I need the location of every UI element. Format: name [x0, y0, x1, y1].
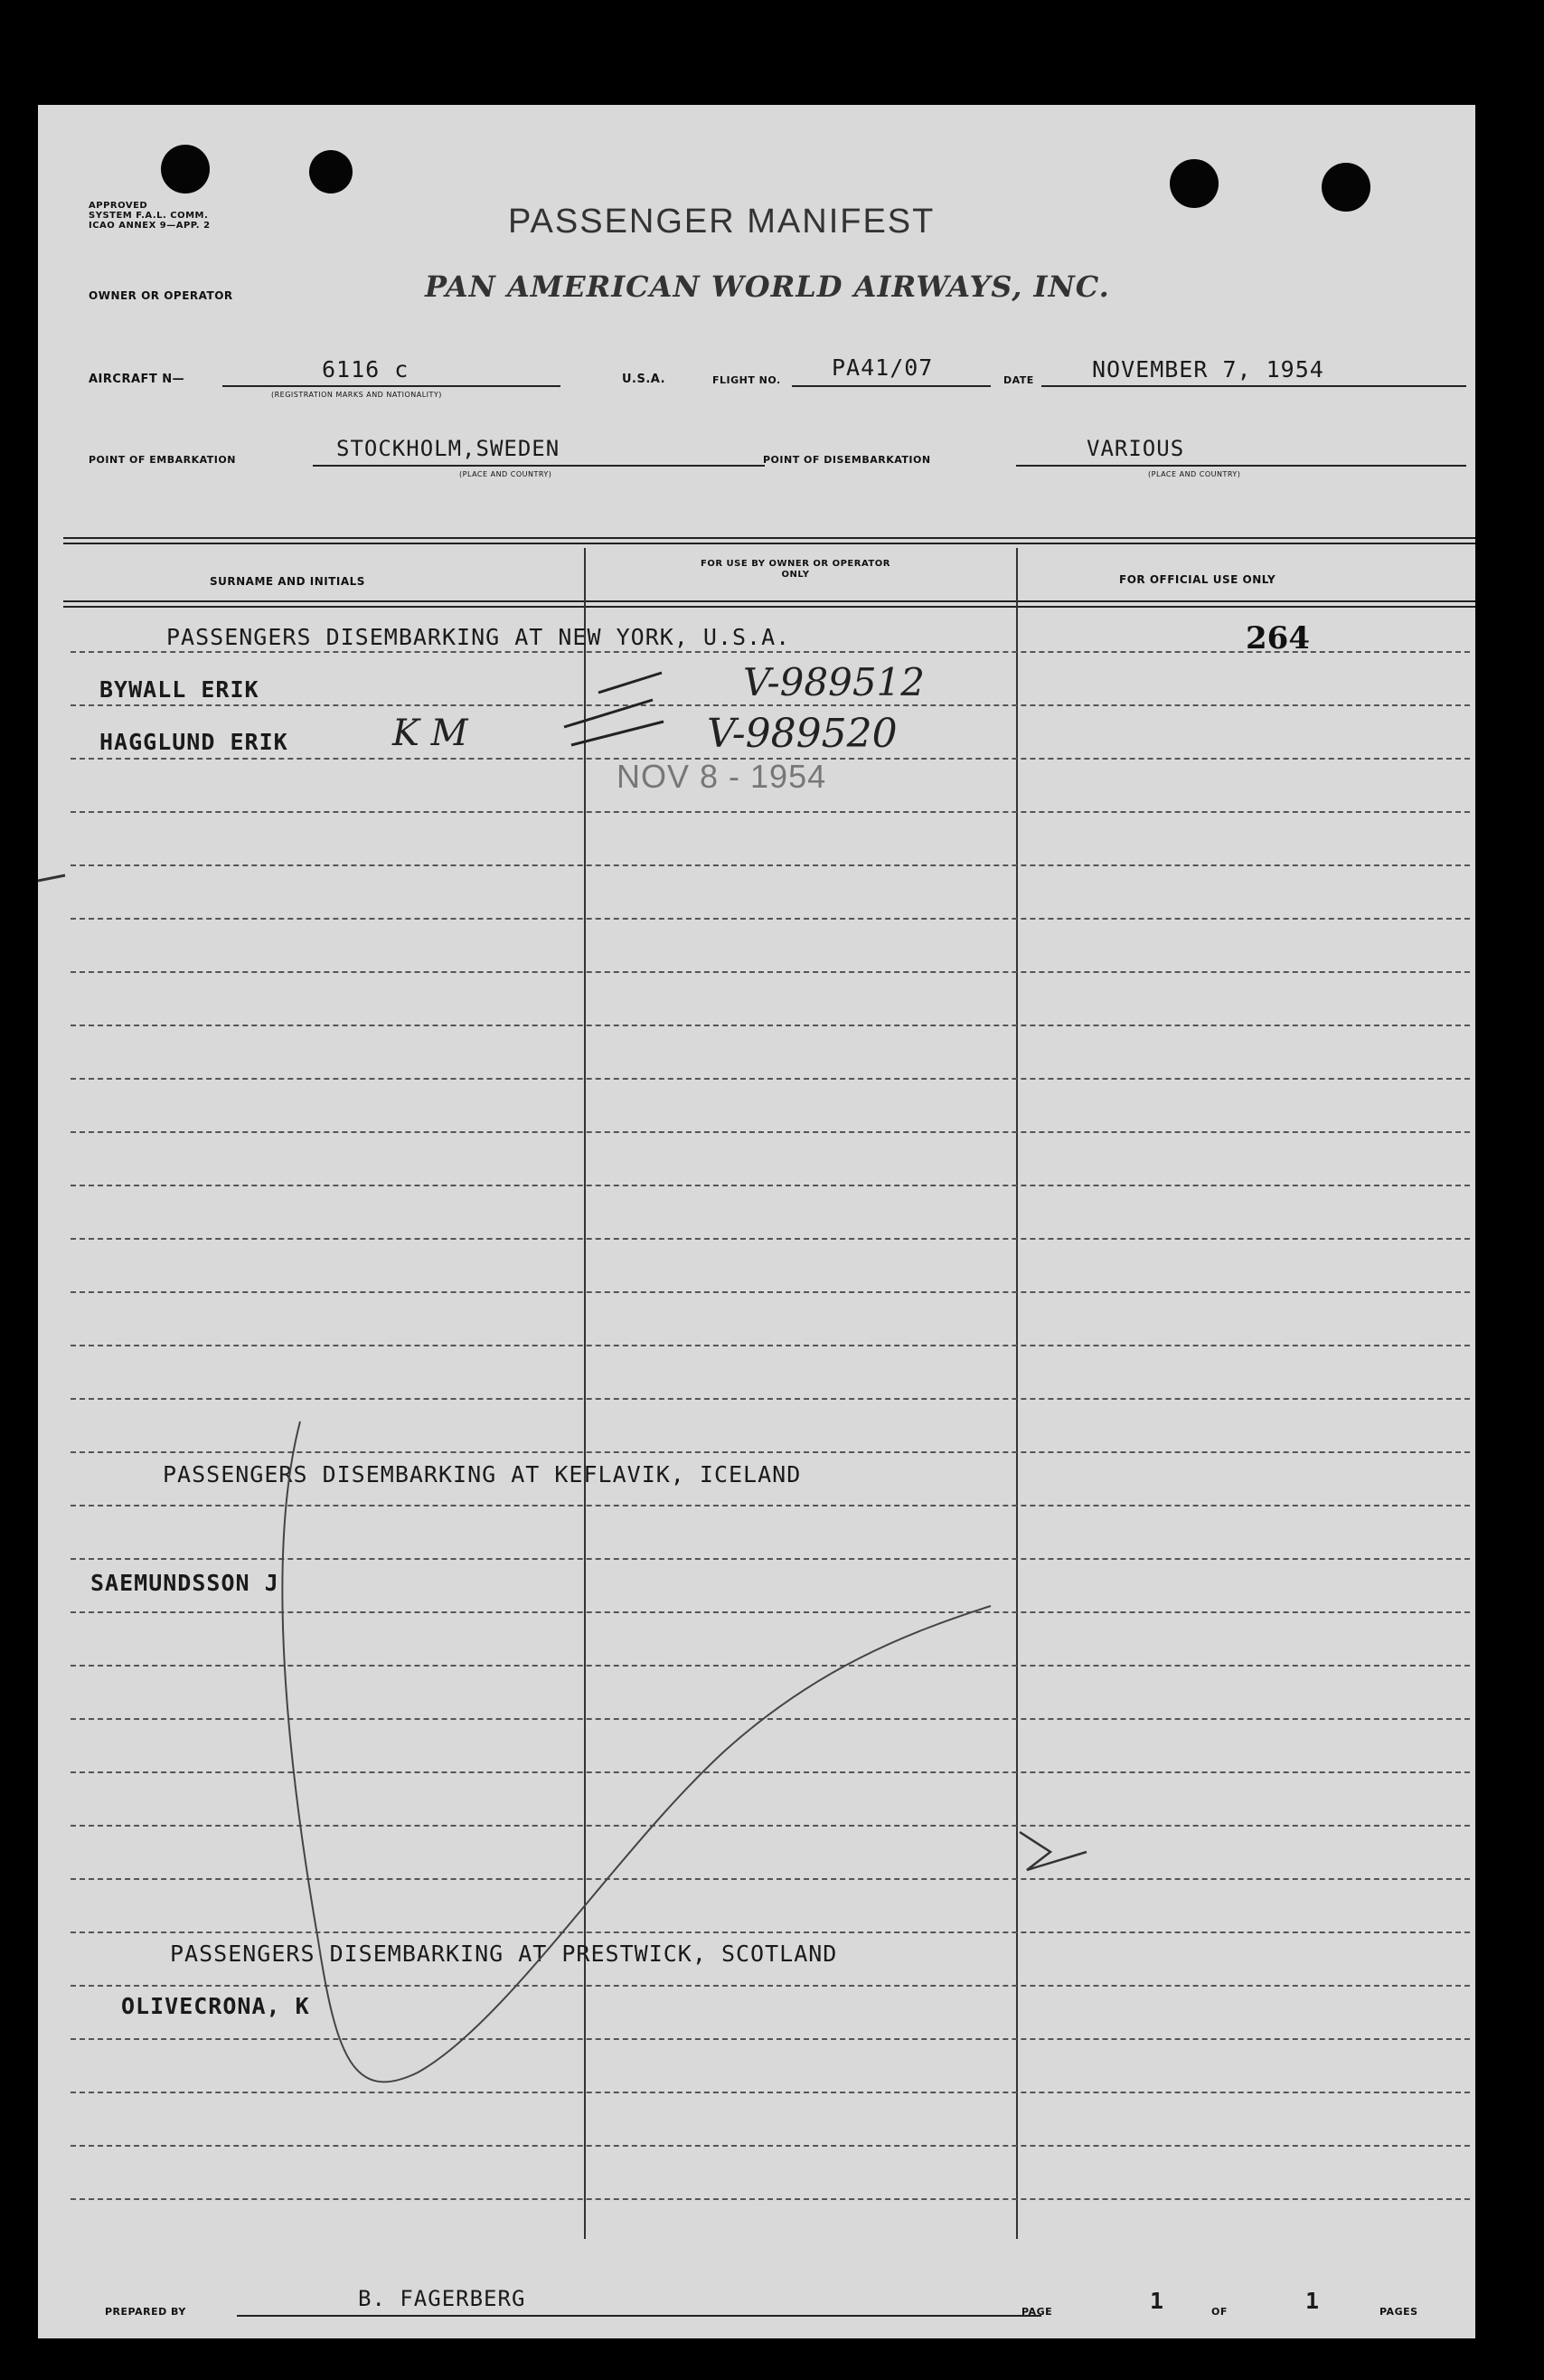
date-value: NOVEMBER 7, 1954	[1092, 356, 1324, 382]
column-header-surname: SURNAME AND INITIALS	[210, 575, 365, 588]
approval-line-3: ICAO ANNEX 9—APP. 2	[89, 221, 211, 231]
ny-section-header: PASSENGERS DISEMBARKING AT NEW YORK, U.S.A.	[166, 624, 791, 650]
approval-line-1: APPROVED	[89, 201, 148, 211]
pik-section-header: PASSENGERS DISEMBARKING AT PRESTWICK, SCOTLAND	[170, 1941, 838, 1967]
column-header-owner-use: FOR USE BY OWNER OR OPERATOR ONLY	[701, 559, 890, 580]
aircraft-value: 6116 c	[322, 356, 410, 382]
disembark-value: VARIOUS	[1087, 436, 1185, 461]
small-v-mark	[1020, 1832, 1087, 1870]
passenger-1-name: BYWALL ERIK	[99, 676, 259, 703]
ny-official-count: 264	[1246, 620, 1310, 656]
of-label: OF	[1211, 2306, 1228, 2318]
registration-caption: (REGISTRATION MARKS AND NATIONALITY)	[271, 391, 442, 399]
aircraft-label: AIRCRAFT N—	[89, 373, 185, 386]
kef-section-header: PASSENGERS DISEMBARKING AT KEFLAVIK, ICELAND	[163, 1461, 802, 1488]
page-value: 1	[1150, 2288, 1165, 2314]
approval-line-2: SYSTEM F.A.L. COMM.	[89, 211, 209, 221]
page-label: PAGE	[1021, 2306, 1053, 2318]
flight-no-value: PA41/07	[832, 354, 934, 381]
passenger-4-name: OLIVECRONA, K	[121, 1993, 310, 2019]
passenger-2-ref: V-989520	[707, 711, 898, 757]
prepared-value: B. FAGERBERG	[358, 2286, 526, 2311]
column-header-official-use: FOR OFFICIAL USE ONLY	[1119, 573, 1276, 586]
passenger-3-name: SAEMUNDSSON J	[90, 1570, 279, 1596]
flight-no-label: FLIGHT NO.	[712, 374, 781, 386]
operator-name: PAN AMERICAN WORLD AIRWAYS, INC.	[425, 269, 1110, 304]
embark-value: STOCKHOLM,SWEDEN	[336, 436, 560, 461]
passenger-1-ref: V-989512	[743, 660, 925, 704]
prepared-line	[237, 2315, 1041, 2317]
pages-label: PAGES	[1379, 2306, 1418, 2318]
manifest-sheet	[38, 105, 1475, 2338]
passenger-2-name: HAGGLUND ERIK	[99, 729, 288, 755]
usa-label: U.S.A.	[622, 373, 666, 386]
passenger-2-initials: K M	[392, 713, 468, 754]
embark-caption: (PLACE AND COUNTRY)	[459, 470, 552, 478]
hand-drawn-loop	[38, 105, 1475, 2311]
loop-stroke	[282, 1421, 991, 2082]
owner-label: OWNER OR OPERATOR	[89, 289, 233, 302]
of-value: 1	[1305, 2288, 1321, 2314]
disembark-caption: (PLACE AND COUNTRY)	[1148, 470, 1241, 478]
prepared-label: PREPARED BY	[105, 2306, 186, 2318]
date-label: DATE	[1003, 374, 1034, 386]
margin-mark	[38, 875, 65, 881]
disembark-label: POINT OF DISEMBARKATION	[763, 454, 931, 466]
page-title: PASSENGER MANIFEST	[508, 203, 936, 241]
embark-label: POINT OF EMBARKATION	[89, 454, 236, 466]
date-stamp: NOV 8 - 1954	[617, 758, 827, 795]
